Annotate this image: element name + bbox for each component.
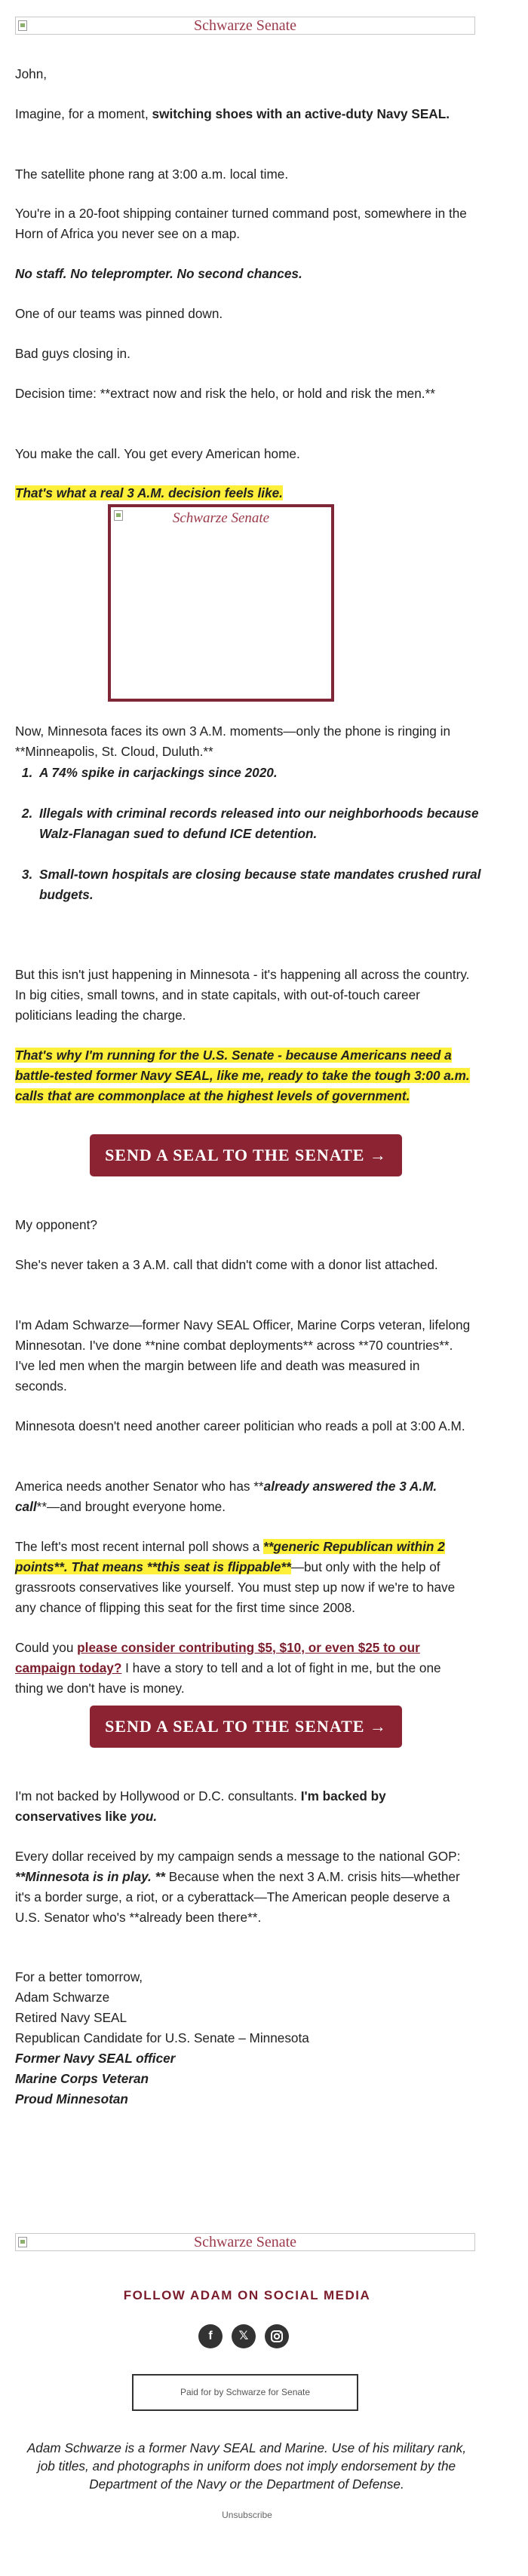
paragraph-bad-guys: Bad guys closing in. <box>15 346 130 361</box>
paragraph-backed: I'm not backed by Hollywood or D.C. consultants. I'm backed by conservatives like you. <box>15 1788 386 1824</box>
follow-heading: FOLLOW ADAM ON SOCIAL MEDIA <box>123 2288 371 2302</box>
paragraph-i-am: I'm Adam Schwarze—former Navy SEAL Officer, Marine Corps veteran, lifelong Minnesotan. I've done **nine combat deployments** across **70 countries**. I've led men when the margin between life and death was measured in seconds. <box>15 1317 471 1394</box>
paragraph-america-needs: America needs another Senator who has **already answered the 3 A.M. call**—and brought everyone home. <box>15 1479 437 1514</box>
paragraph-container: You're in a 20-foot shipping container turned command post, somewhere in the Horn of Africa you never see on a map. <box>15 206 467 241</box>
send-seal-button[interactable]: SEND A SEAL TO THE SENATE → <box>90 1706 402 1748</box>
signature-former: Former Navy SEAL officer <box>15 2051 176 2066</box>
facebook-icon[interactable]: f <box>198 2324 223 2348</box>
paragraph-poll: The left's most recent internal poll shows a **generic Republican within 2 points**. That means **this seat is flippable**—but only with the help of grassroots conservatives like yourself. You must step up now if we're to have any chance of flipping this seat for the first time since 2008. <box>15 1539 456 1615</box>
signature-retired: Retired Navy SEAL <box>15 2010 127 2025</box>
signoff: For a better tomorrow, <box>15 1969 143 1984</box>
footer-logo-alt: Schwarze Senate <box>193 2234 297 2250</box>
paragraph-real-decision: That's what a real 3 A.M. decision feels like. <box>15 485 283 500</box>
x-icon[interactable]: 𝕏 <box>232 2324 256 2348</box>
paragraph-phone: The satellite phone rang at 3:00 a.m. local time. <box>15 167 289 182</box>
signature-name: Adam Schwarze <box>15 1990 110 2005</box>
signature-marine: Marine Corps Veteran <box>15 2071 149 2086</box>
broken-image-icon <box>18 20 27 31</box>
instagram-icon[interactable] <box>265 2324 289 2348</box>
broken-image-icon <box>18 2237 27 2247</box>
list-item: 3. Small-town hospitals are closing because state mandates crushed rural budgets. <box>36 864 489 905</box>
paragraph-across-country: But this isn't just happening in Minnesota - it's happening all across the country. In big cities, small towns, and in state capitals, with out-of-touch career politicians leading the charge. <box>15 967 470 1023</box>
signature-candidate: Republican Candidate for U.S. Senate – Minnesota <box>15 2030 309 2045</box>
signature-block <box>15 1967 471 2109</box>
list-item: 2. Illegals with criminal records released into our neighborhoods because Walz-Flanagan sued to defund ICE detention. <box>36 803 489 844</box>
list-item: 1. A 74% spike in carjackings since 2020. <box>36 763 489 783</box>
send-seal-button[interactable]: SEND A SEAL TO THE SENATE → <box>90 1134 402 1176</box>
paragraph-could-you: Could you please consider contributing $5, $10, or even $25 to our campaign today? I have a story to tell and a lot of fight in me, but the one thing we don't have is money. <box>15 1640 441 1696</box>
header-logo[interactable] <box>15 17 475 35</box>
paragraph-minnesota: Now, Minnesota faces its own 3 A.M. moments—only the phone is ringing in **Minneapolis, St. Cloud, Duluth.** <box>15 724 451 759</box>
issues-list <box>15 763 489 925</box>
paragraph-decision: Decision time: **extract now and risk the helo, or hold and risk the men.** <box>15 386 435 401</box>
greeting: John, <box>15 66 48 81</box>
paragraph-every-dollar: Every dollar received by my campaign sends a message to the national GOP: **Minnesota is in play. ** Because when the next 3 A.M. crisis hits—whether it's a border surge, a riot, or a cyberattack—The American people deserve a U.S. Senator who's **already been there**. <box>15 1849 461 1925</box>
paragraph-never: She's never taken a 3 A.M. call that didn't come with a donor list attached. <box>15 1257 438 1272</box>
paragraph-why-running: That's why I'm running for the U.S. Senate - because Americans need a battle-tested former Navy SEAL, like me, ready to take the tough 3:00 a.m. calls that are commonplace at the highest levels of government. <box>15 1048 470 1103</box>
paragraph-doesnt-need: Minnesota doesn't need another career politician who reads a poll at 3:00 A.M. <box>15 1418 465 1433</box>
footer-logo[interactable] <box>15 2233 475 2251</box>
paragraph-opponent: My opponent? <box>15 1217 97 1232</box>
photo-alt: Schwarze Senate <box>172 510 270 526</box>
unsubscribe-link[interactable]: Unsubscribe <box>222 2510 272 2520</box>
candidate-photo <box>108 504 334 702</box>
signature-proud: Proud Minnesotan <box>15 2091 128 2106</box>
paid-for-box: Paid for by Schwarze for Senate <box>132 2374 358 2411</box>
instagram-glyph <box>265 2324 289 2348</box>
paragraph-pinned: One of our teams was pinned down. <box>15 306 223 321</box>
paragraph-no-staff: No staff. No teleprompter. No second chances. <box>15 266 302 281</box>
header-logo-alt: Schwarze Senate <box>193 17 297 34</box>
paragraph-call: You make the call. You get every American home. <box>15 446 300 461</box>
donate-link[interactable]: please consider contributing $5, $10, or even $25 to our campaign today? <box>15 1640 420 1675</box>
paragraph-imagine: Imagine, for a moment, switching shoes with an active-duty Navy SEAL. <box>15 106 450 121</box>
disclaimer: Adam Schwarze is a former Navy SEAL and Marine. Use of his military rank, job titles, and photographs in uniform does not imply endorsement by the Department of the Navy or the Department of Defense. <box>26 2440 467 2492</box>
